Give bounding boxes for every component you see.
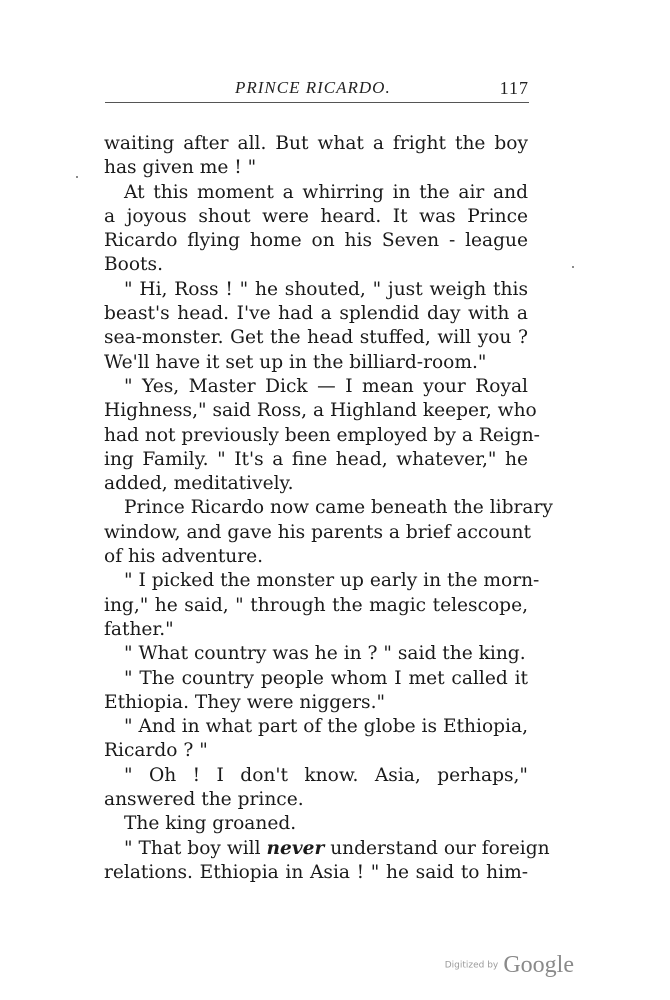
text-line: Prince Ricardo now came beneath the library bbox=[124, 497, 553, 519]
text-line: Highness," said Ross, a Highland keeper, who bbox=[104, 400, 537, 422]
text-line: beast's head. I've had a splendid day with a bbox=[104, 303, 528, 325]
text-line: father." bbox=[104, 618, 174, 640]
text-line: ing," he said, " through the magic telescope, bbox=[104, 594, 528, 616]
running-head bbox=[105, 78, 529, 103]
text-line: " Oh ! I don't know. Asia, perhaps," bbox=[124, 764, 528, 786]
running-title: PRINCE RICARDO. bbox=[235, 78, 391, 97]
text-run: understand our foreign bbox=[324, 837, 550, 859]
text-line: answered the prince. bbox=[104, 789, 304, 811]
text-line: a joyous shout were heard. It was Prince bbox=[104, 205, 528, 227]
text-line: added, meditatively. bbox=[104, 473, 294, 495]
text-line: of his adventure. bbox=[104, 546, 264, 568]
text-line: had not previously been employed by a Reign- bbox=[104, 424, 540, 446]
text-line: " What country was he in ? " said the king. bbox=[124, 643, 526, 665]
text-line: Ricardo flying home on his Seven - league bbox=[104, 230, 528, 252]
text-line: " I picked the monster up early in the morn- bbox=[124, 570, 540, 592]
text-line: sea-monster. Get the head stuffed, will you ? bbox=[104, 327, 528, 349]
text-line: " Yes, Master Dick — I mean your Royal bbox=[124, 375, 528, 397]
text-line: " And in what part of the globe is Ethiopia, bbox=[124, 716, 528, 738]
text-line: relations. Ethiopia in Asia ! " he said to him- bbox=[104, 861, 528, 883]
text-line: window, and gave his parents a brief account bbox=[104, 521, 531, 543]
text-line: Boots. bbox=[104, 254, 163, 276]
digitized-watermark bbox=[445, 952, 574, 979]
text-run: " That boy will bbox=[124, 837, 267, 859]
text-line: At this moment a whirring in the air and bbox=[124, 181, 528, 203]
google-logo: Google bbox=[503, 952, 574, 978]
text-line: The king groaned. bbox=[124, 813, 297, 835]
text-line-with-emphasis bbox=[104, 837, 550, 861]
text-line: has given me ! " bbox=[104, 157, 257, 179]
text-line: " The country people whom I met called it bbox=[124, 667, 528, 689]
text-line: waiting after all. But what a fright the boy bbox=[104, 133, 528, 154]
page-number: 117 bbox=[499, 78, 529, 98]
text-line: We'll have it set up in the billiard-room." bbox=[104, 351, 487, 373]
emphasized-word: never bbox=[266, 837, 325, 859]
text-line: Ethiopia. They were niggers." bbox=[104, 691, 386, 713]
watermark-digitized-text: Digitized by bbox=[444, 960, 499, 971]
text-line: Ricardo ? " bbox=[104, 740, 208, 762]
text-line: " Hi, Ross ! " he shouted, " just weigh this bbox=[124, 278, 528, 300]
text-line: ing Family. " It's a fine head, whatever," he bbox=[104, 448, 528, 470]
body-text bbox=[104, 132, 553, 885]
print-speck bbox=[76, 176, 78, 178]
print-speck bbox=[572, 266, 574, 268]
